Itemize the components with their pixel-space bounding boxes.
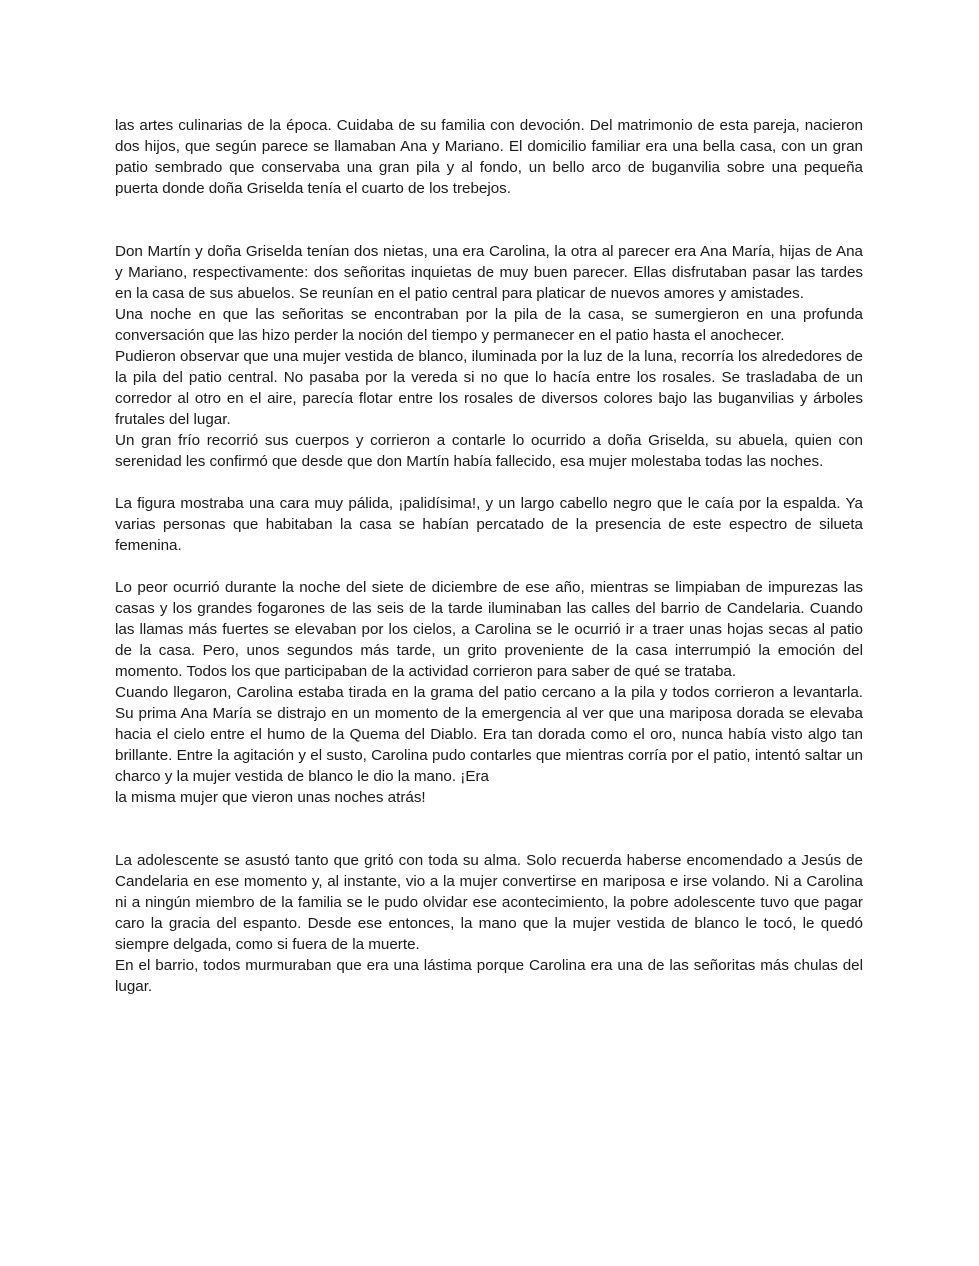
paragraph-december-night: Lo peor ocurrió durante la noche del siete de diciembre de ese año, mientras se limpiaban de impurezas las casas y los grandes fogarones de las seis de la tarde iluminaban las calles del barrio de Candelaria. Cuando las llamas más fuertes se elevaban por los cielos, a Carolina se le ocurrió ir a traer unas hojas secas al patio de la casa. Pero, unos segundos más tarde, un grito proveniente de la casa interrumpió la emoción del momento. Todos los que participaban de la actividad corrieron para saber de qué se trataba. [115, 579, 863, 680]
paragraph-family-home: las artes culinarias de la época. Cuidaba de su familia con devoción. Del matrimonio de esta pareja, nacieron dos hijos, que según parece se llamaban Ana y Mariano. El domicilio familiar era una bella casa, con un gran patio sembrado que conservaba una gran pila y al fondo, un bello arco de buganvilia sobre una pequeña puerta donde doña Griselda tenía el cuarto de los trebejos. [115, 117, 863, 197]
paragraph-night-conversation: Una noche en que las señoritas se encontraban por la pila de la casa, se sumergieron en una profunda conversación que las hizo perder la noción del tiempo y permanecer en el patio hasta el anochecer. [115, 306, 863, 344]
paragraph-grandmother-confirms: Un gran frío recorrió sus cuerpos y corrieron a contarle lo ocurrido a doña Griselda, su abuela, quien con serenidad les confirmó que desde que don Martín había fallecido, esa mujer molestaba todas las noches. [115, 432, 863, 470]
paragraph-spacer [115, 472, 863, 493]
paragraph-spacer [115, 199, 863, 241]
paragraph-granddaughters: Don Martín y doña Griselda tenían dos nietas, una era Carolina, la otra al parecer era Ana María, hijas de Ana y Mariano, respectivamente: dos señoritas inquietas de muy buen parecer. Ellas disfrutaban pasar las tardes en la casa de sus abuelos. Se reunían en el patio central para platicar de nuevos amores y amistades. [115, 243, 863, 302]
paragraph-pale-figure: La figura mostraba una cara muy pálida, ¡palidísima!, y un largo cabello negro que le caía por la espalda. Ya varias personas que habitaban la casa se habían percatado de la presencia de este espectro de silueta femenina. [115, 495, 863, 554]
paragraph-spacer [115, 556, 863, 577]
paragraph-neighborhood: En el barrio, todos murmuraban que era una lástima porque Carolina era una de las señoritas más chulas del lugar. [115, 957, 863, 995]
paragraph-woman-in-white: Pudieron observar que una mujer vestida de blanco, iluminada por la luz de la luna, recorría los alrededores de la pila del patio central. No pasaba por la vereda si no que lo hacía entre los rosales. Se trasladaba de un corredor al otro en el aire, parecía flotar entre los rosales de diversos colores bajo las buganvilias y árboles frutales del lugar. [115, 348, 863, 428]
paragraph-spacer [115, 808, 863, 850]
paragraph-same-woman: la misma mujer que vieron unas noches atrás! [115, 789, 426, 806]
paragraph-carolina-fallen: Cuando llegaron, Carolina estaba tirada en la grama del patio cercano a la pila y todos corrieron a levantarla. Su prima Ana María se distrajo en un momento de la emergencia al ver que una mariposa dorada se elevaba hacia el cielo entre el humo de la Quema del Diablo. Era tan dorada como el oro, nunca había visto algo tan brillante. Entre la agitación y el susto, Carolina pudo contarles que mientras corría por el patio, intentó saltar un charco y la mujer vestida de blanco le dio la mano. ¡Era [115, 684, 863, 785]
paragraph-butterfly: La adolescente se asustó tanto que gritó con toda su alma. Solo recuerda haberse encomendado a Jesús de Candelaria en ese momento y, al instante, vio a la mujer convertirse en mariposa e irse volando. Ni a Carolina ni a ningún miembro de la familia se le pudo olvidar ese acontecimiento, la pobre adolescente tuvo que pagar caro la gracia del espanto. Desde ese entonces, la mano que la mujer vestida de blanco le tocó, le quedó siempre delgada, como si fuera de la muerte. [115, 852, 863, 953]
document-body [115, 115, 863, 997]
